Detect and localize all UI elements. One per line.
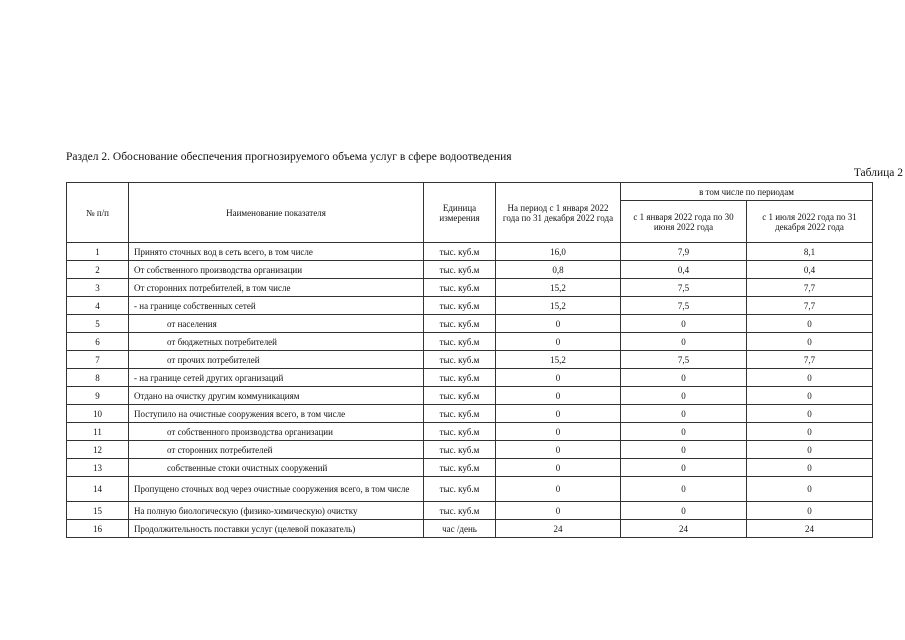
- header-sub1: с 1 января 2022 года по 30 июня 2022 года: [621, 201, 747, 243]
- cell-unit: тыс. куб.м: [424, 351, 496, 369]
- cell-h1: 24: [621, 520, 747, 538]
- cell-name: собственные стоки очистных сооружений: [129, 459, 424, 477]
- cell-num: 16: [67, 520, 129, 538]
- cell-name: Принято сточных вод в сеть всего, в том числе: [129, 243, 424, 261]
- cell-h1: 7,5: [621, 297, 747, 315]
- cell-h1: 7,5: [621, 279, 747, 297]
- cell-total: 24: [496, 520, 621, 538]
- cell-num: 12: [67, 441, 129, 459]
- cell-name: Отдано на очистку другим коммуникациям: [129, 387, 424, 405]
- table-row: [67, 261, 873, 279]
- table-row: [67, 351, 873, 369]
- cell-unit: тыс. куб.м: [424, 502, 496, 520]
- cell-h2: 8,1: [747, 243, 873, 261]
- cell-h2: 24: [747, 520, 873, 538]
- cell-total: 16,0: [496, 243, 621, 261]
- header-name: Наименование показателя: [129, 183, 424, 243]
- section-title: Раздел 2. Обоснование обеспечения прогнозируемого объема услуг в сфере водоотведения: [66, 151, 512, 163]
- header-unit: Единица измерения: [424, 183, 496, 243]
- header-subperiods-group: в том числе по периодам: [621, 183, 873, 201]
- cell-unit: тыс. куб.м: [424, 477, 496, 502]
- cell-total: 0: [496, 477, 621, 502]
- cell-h1: 0: [621, 459, 747, 477]
- cell-h1: 0: [621, 441, 747, 459]
- cell-num: 7: [67, 351, 129, 369]
- cell-num: 15: [67, 502, 129, 520]
- cell-num: 1: [67, 243, 129, 261]
- cell-total: 0: [496, 387, 621, 405]
- cell-h1: 0: [621, 315, 747, 333]
- cell-total: 0,8: [496, 261, 621, 279]
- cell-name: От сторонних потребителей, в том числе: [129, 279, 424, 297]
- cell-h2: 0: [747, 477, 873, 502]
- cell-h2: 0: [747, 441, 873, 459]
- cell-h2: 0: [747, 369, 873, 387]
- cell-num: 3: [67, 279, 129, 297]
- cell-unit: тыс. куб.м: [424, 369, 496, 387]
- cell-unit: час /день: [424, 520, 496, 538]
- cell-h1: 0: [621, 502, 747, 520]
- table-row: [67, 405, 873, 423]
- cell-h2: 0: [747, 405, 873, 423]
- cell-total: 15,2: [496, 297, 621, 315]
- cell-name: На полную биологическую (физико-химическую) очистку: [129, 502, 424, 520]
- table-row: [67, 520, 873, 538]
- table-row: [67, 243, 873, 261]
- cell-h2: 0: [747, 315, 873, 333]
- cell-unit: тыс. куб.м: [424, 243, 496, 261]
- table-row: [67, 477, 873, 502]
- cell-h1: 0: [621, 423, 747, 441]
- cell-total: 0: [496, 459, 621, 477]
- cell-h1: 0: [621, 387, 747, 405]
- cell-h1: 7,5: [621, 351, 747, 369]
- cell-h1: 0: [621, 405, 747, 423]
- cell-h2: 0: [747, 387, 873, 405]
- cell-unit: тыс. куб.м: [424, 333, 496, 351]
- cell-name: - на границе собственных сетей: [129, 297, 424, 315]
- cell-total: 0: [496, 441, 621, 459]
- cell-name: от прочих потребителей: [129, 351, 424, 369]
- cell-unit: тыс. куб.м: [424, 315, 496, 333]
- cell-name: От собственного производства организации: [129, 261, 424, 279]
- cell-num: 8: [67, 369, 129, 387]
- cell-h2: 7,7: [747, 279, 873, 297]
- cell-unit: тыс. куб.м: [424, 441, 496, 459]
- cell-num: 6: [67, 333, 129, 351]
- table-row: [67, 459, 873, 477]
- cell-h1: 0: [621, 369, 747, 387]
- cell-total: 15,2: [496, 279, 621, 297]
- cell-total: 0: [496, 423, 621, 441]
- cell-total: 0: [496, 333, 621, 351]
- table-row: [67, 441, 873, 459]
- table-row: [67, 297, 873, 315]
- table-row: [67, 279, 873, 297]
- cell-h2: 7,7: [747, 351, 873, 369]
- cell-num: 14: [67, 477, 129, 502]
- cell-total: 0: [496, 405, 621, 423]
- cell-num: 10: [67, 405, 129, 423]
- cell-h2: 0: [747, 502, 873, 520]
- cell-num: 2: [67, 261, 129, 279]
- table-row: [67, 369, 873, 387]
- cell-name: - на границе сетей других организаций: [129, 369, 424, 387]
- cell-h2: 0: [747, 459, 873, 477]
- cell-total: 15,2: [496, 351, 621, 369]
- table-label: Таблица 2: [853, 167, 903, 179]
- data-table: [66, 182, 873, 538]
- cell-h2: 7,7: [747, 297, 873, 315]
- cell-unit: тыс. куб.м: [424, 387, 496, 405]
- cell-name: Пропущено сточных вод через очистные сооружения всего, в том числе: [129, 477, 424, 502]
- table-row: [67, 333, 873, 351]
- cell-name: Продолжительность поставки услуг (целевой показатель): [129, 520, 424, 538]
- cell-num: 4: [67, 297, 129, 315]
- cell-h1: 0,4: [621, 261, 747, 279]
- cell-h2: 0: [747, 333, 873, 351]
- cell-h2: 0: [747, 423, 873, 441]
- cell-unit: тыс. куб.м: [424, 459, 496, 477]
- cell-h2: 0,4: [747, 261, 873, 279]
- cell-unit: тыс. куб.м: [424, 279, 496, 297]
- table-row: [67, 315, 873, 333]
- header-sub2: с 1 июля 2022 года по 31 декабря 2022 года: [747, 201, 873, 243]
- cell-total: 0: [496, 502, 621, 520]
- cell-num: 13: [67, 459, 129, 477]
- cell-name: от сторонних потребителей: [129, 441, 424, 459]
- header-num: № п/п: [67, 183, 129, 243]
- cell-name: от собственного производства организации: [129, 423, 424, 441]
- table-row: [67, 387, 873, 405]
- header-period: На период с 1 января 2022 года по 31 декабря 2022 года: [496, 183, 621, 243]
- cell-num: 11: [67, 423, 129, 441]
- cell-h1: 0: [621, 477, 747, 502]
- cell-total: 0: [496, 315, 621, 333]
- cell-num: 5: [67, 315, 129, 333]
- cell-unit: тыс. куб.м: [424, 261, 496, 279]
- cell-num: 9: [67, 387, 129, 405]
- table-row: [67, 502, 873, 520]
- cell-h1: 7,9: [621, 243, 747, 261]
- cell-h1: 0: [621, 333, 747, 351]
- cell-total: 0: [496, 369, 621, 387]
- cell-name: от населения: [129, 315, 424, 333]
- cell-name: от бюджетных потребителей: [129, 333, 424, 351]
- cell-unit: тыс. куб.м: [424, 297, 496, 315]
- cell-unit: тыс. куб.м: [424, 405, 496, 423]
- cell-unit: тыс. куб.м: [424, 423, 496, 441]
- cell-name: Поступило на очистные сооружения всего, в том числе: [129, 405, 424, 423]
- table-row: [67, 423, 873, 441]
